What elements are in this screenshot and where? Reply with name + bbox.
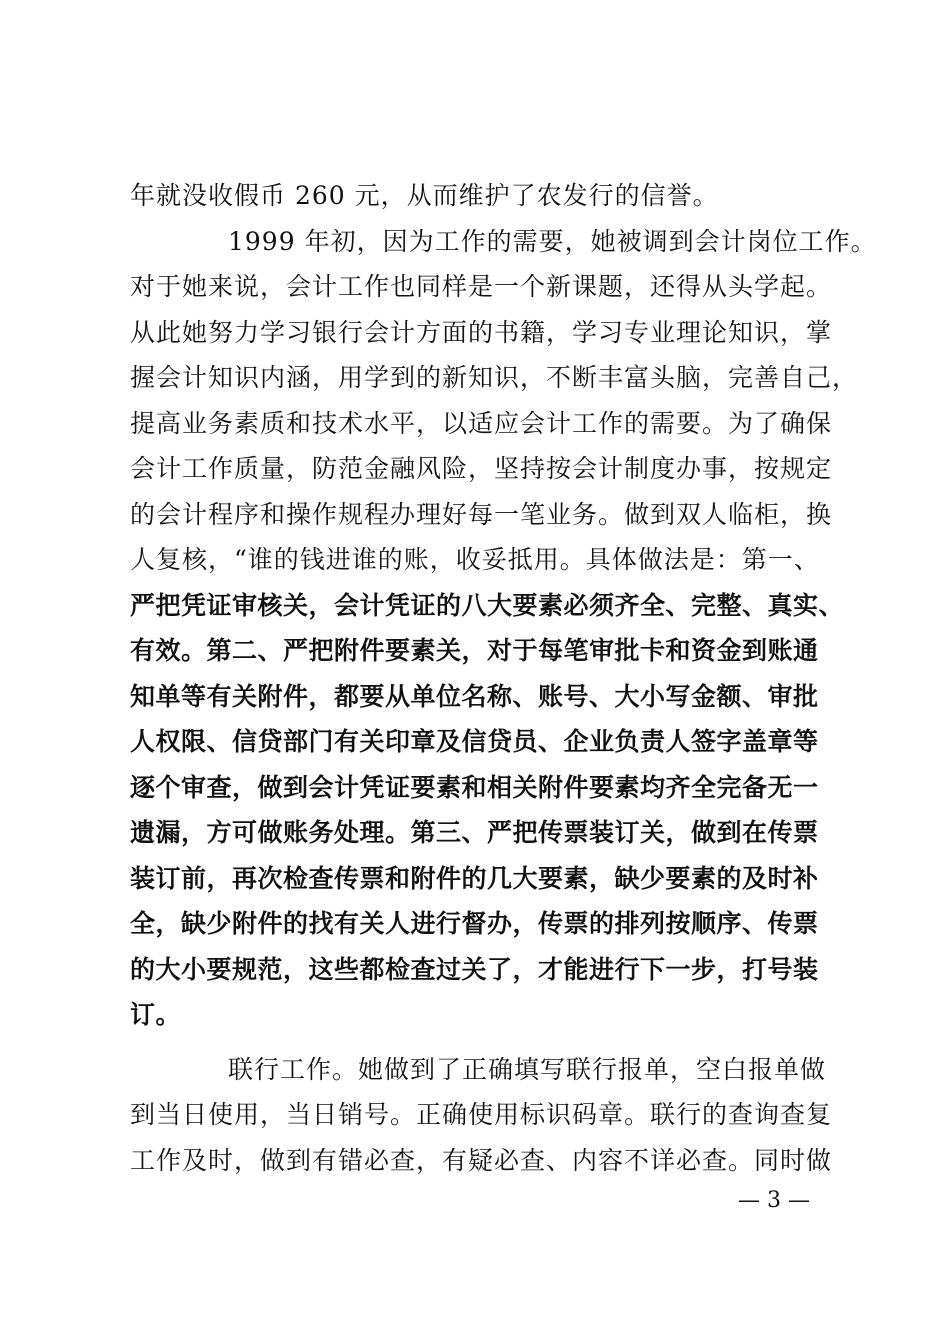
text-line: 装订前，再次检查传票和附件的几大要素，缺少要素的及时补 bbox=[130, 864, 819, 893]
text-line: 工作及时，做到有错必查，有疑必查、内容不详必查。同时做 bbox=[130, 1146, 833, 1175]
text-line: 对于她来说，会计工作也同样是一个新课题，还得从头学起。 bbox=[130, 272, 833, 301]
page-number: — 3 — bbox=[738, 1188, 810, 1213]
text-line: 1999 年初，因为工作的需要，她被调到会计岗位工作。 bbox=[228, 227, 877, 256]
text-line: 知单等有关附件，都要从单位名称、账号、大小写金额、审批 bbox=[130, 682, 819, 711]
text-line: 会计工作质量，防范金融风险，坚持按会计制度办事，按规定 bbox=[130, 454, 833, 483]
text-line: 全，缺少附件的找有关人进行督办，传票的排列按顺序、传票 bbox=[130, 909, 819, 938]
text-line: 从此她努力学习银行会计方面的书籍，学习专业理论知识，掌 bbox=[130, 318, 833, 347]
text-line: 握会计知识内涵，用学到的新知识，不断丰富头脑，完善自己， bbox=[130, 363, 859, 392]
text-line: 年就没收假币 260 元，从而维护了农发行的信誉。 bbox=[130, 181, 719, 210]
text-line: 严把凭证审核关，会计凭证的八大要素必须齐全、完整、真实、 bbox=[130, 591, 845, 620]
text-line: 逐个审查，做到会计凭证要素和相关附件要素均齐全完备无一 bbox=[130, 773, 819, 802]
text-line: 订。 bbox=[130, 1000, 182, 1029]
text-line: 人复核，“谁的钱进谁的账，收妥抵用。具体做法是：第一、 bbox=[130, 545, 820, 574]
text-line: 人权限、信贷部门有关印章及信贷员、企业负责人签字盖章等 bbox=[130, 727, 819, 756]
text-line: 提高业务素质和技术水平，以适应会计工作的需要。为了确保 bbox=[130, 409, 833, 438]
text-line: 的会计程序和操作规程办理好每一笔业务。做到双人临柜，换 bbox=[130, 500, 833, 529]
text-line: 遗漏，方可做账务处理。第三、严把传票装订关，做到在传票 bbox=[130, 818, 819, 847]
text-line: 的大小要规范，这些都检查过关了，才能进行下一步，打号装 bbox=[130, 955, 819, 984]
text-line: 到当日使用，当日销号。正确使用标识码章。联行的查询查复 bbox=[130, 1100, 833, 1129]
text-line: 有效。第二、严把附件要素关，对于每笔审批卡和资金到账通 bbox=[130, 636, 819, 665]
text-line: 联行工作。她做到了正确填写联行报单，空白报单做 bbox=[228, 1055, 827, 1084]
